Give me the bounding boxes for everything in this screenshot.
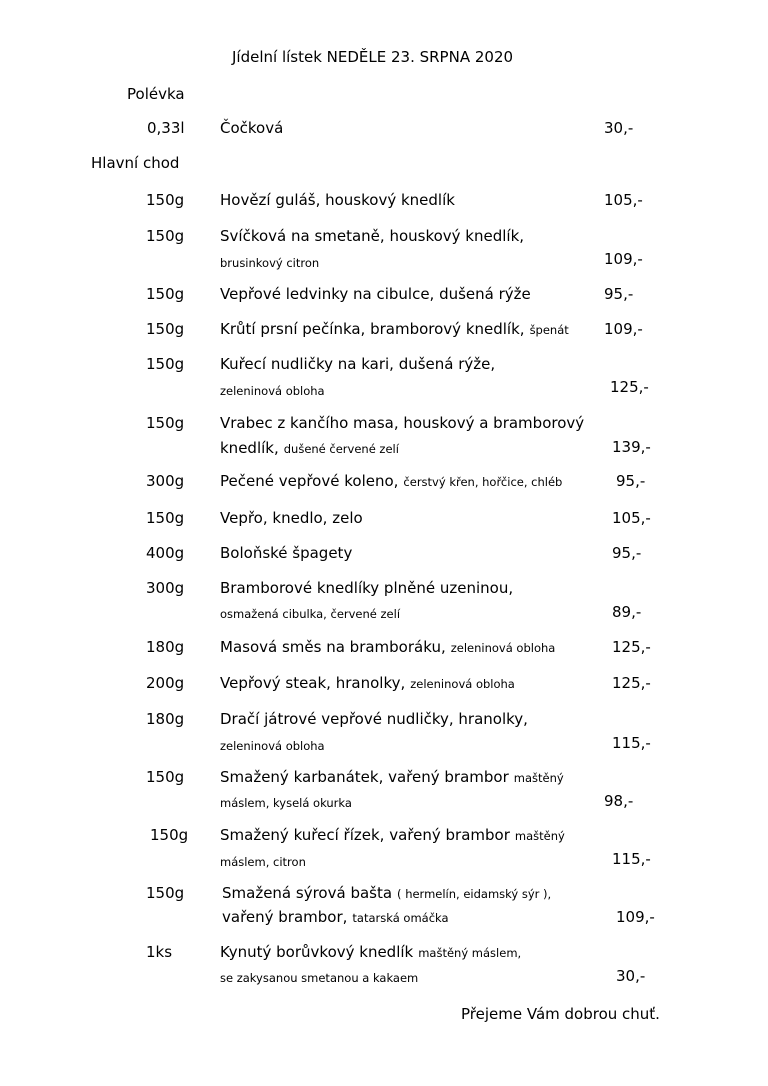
item-name: Dračí játrové vepřové nudličky, hranolky, — [220, 710, 528, 728]
item-name: Kynutý borůvkový knedlík — [220, 943, 414, 961]
page-title: Jídelní lístek NEDĚLE 23. SRPNA 2020 — [232, 48, 514, 66]
item-side-note: zeleninová obloha — [220, 384, 325, 398]
item-line2 — [220, 253, 319, 271]
item-price: 95,- — [616, 472, 646, 490]
item-line1 — [220, 472, 562, 490]
item-price: 115,- — [612, 850, 651, 868]
mains-heading: Hlavní chod — [91, 154, 180, 172]
item-side-note: zeleninová obloha — [450, 641, 556, 655]
item-side-note: maštěný — [514, 829, 565, 843]
item-name: Krůtí prsní pečínka, bramborový knedlík, — [220, 320, 525, 338]
item-qty: 150g — [146, 191, 185, 209]
item-side-note: tatarská omáčka — [352, 911, 449, 925]
item-side-note: maštěný — [513, 771, 564, 785]
item-qty: 150g — [146, 884, 185, 902]
item-side-note: osmažená cibulka, červené zelí — [220, 607, 401, 621]
item-name: Smažený kuřecí řízek, vařený brambor — [220, 826, 510, 844]
item-line1 — [220, 285, 531, 303]
item-qty: 400g — [146, 544, 185, 562]
item-side-note: zeleninová obloha — [220, 739, 325, 753]
item-qty: 150g — [146, 509, 185, 527]
item-name: Vepřo, knedlo, zelo — [220, 509, 363, 527]
item-name: Vepřový steak, hranolky, — [220, 674, 406, 692]
item-side-note: maštěný máslem, — [418, 946, 522, 960]
item-qty: 200g — [146, 674, 185, 692]
item-qty: 300g — [146, 472, 185, 490]
item-line2 — [222, 908, 449, 926]
item-price: 125,- — [612, 638, 651, 656]
item-line1 — [220, 191, 455, 209]
soup-heading: Polévka — [127, 85, 185, 103]
item-qty: 150g — [146, 320, 185, 338]
item-price: 105,- — [604, 191, 643, 209]
item-line1 — [220, 320, 569, 338]
item-side-note: brusinkový citron — [220, 256, 320, 270]
item-qty: 150g — [146, 768, 185, 786]
item-line1 — [220, 710, 528, 728]
item-line2 — [220, 852, 306, 870]
item-qty: 180g — [146, 638, 185, 656]
item-price: 109,- — [616, 908, 655, 926]
item-price: 89,- — [612, 603, 642, 621]
item-side-note: čerstvý křen, hořčice, chléb — [403, 475, 563, 489]
item-line1 — [220, 674, 515, 692]
item-price: 139,- — [612, 438, 651, 456]
item-qty: 150g — [146, 285, 185, 303]
item-line2 — [220, 381, 325, 399]
item-qty: 150g — [146, 227, 185, 245]
item-name: Vrabec z kančího masa, houskový a bramborový — [220, 414, 585, 432]
item-price: 30,- — [616, 967, 646, 985]
item-line1 — [220, 579, 513, 597]
item-line1 — [220, 414, 584, 432]
item-line1 — [220, 509, 363, 527]
item-name: Pečené vepřové koleno, — [220, 472, 399, 490]
item-side-note: zeleninová obloha — [410, 677, 515, 691]
item-price: 105,- — [612, 509, 651, 527]
item-line2 — [220, 793, 352, 811]
item-qty: 300g — [146, 579, 185, 597]
item-qty: 180g — [146, 710, 185, 728]
item-price: 125,- — [610, 378, 649, 396]
item-price: 109,- — [604, 320, 643, 338]
item-price: 109,- — [604, 250, 643, 268]
item-name-continued: knedlík, — [220, 439, 279, 457]
item-line1 — [220, 544, 352, 562]
item-name: Hovězí guláš, houskový knedlík — [220, 191, 455, 209]
item-price: 95,- — [612, 544, 642, 562]
item-line2 — [220, 604, 400, 622]
item-qty: 150g — [146, 414, 185, 432]
soup-qty: 0,33l — [147, 119, 185, 137]
item-line2 — [220, 736, 325, 754]
item-price: 95,- — [604, 285, 634, 303]
item-price: 98,- — [604, 792, 634, 810]
closing-message: Přejeme Vám dobrou chuť. — [461, 1005, 660, 1023]
item-line1 — [220, 227, 524, 245]
item-name-continued: vařený brambor, — [222, 908, 348, 926]
item-side-note: dušené červené zelí — [283, 442, 399, 456]
item-qty: 150g — [146, 355, 185, 373]
item-name: Smažený karbanátek, vařený brambor — [220, 768, 509, 786]
item-line2 — [220, 439, 399, 457]
item-name: Vepřové ledvinky na cibulce, dušená rýže — [220, 285, 531, 303]
item-price: 125,- — [612, 674, 651, 692]
item-name: Bramborové knedlíky plněné uzeninou, — [220, 579, 514, 597]
item-line1 — [220, 768, 564, 786]
item-side-note: máslem, kyselá okurka — [220, 796, 352, 810]
item-side-note: ( hermelín, eidamský sýr ), — [397, 887, 552, 901]
item-qty: 1ks — [146, 943, 173, 961]
item-line1 — [220, 638, 555, 656]
item-line1 — [220, 943, 521, 961]
item-name: Boloňské špagety — [220, 544, 353, 562]
item-name: Kuřecí nudličky na kari, dušená rýže, — [220, 355, 496, 373]
item-line1 — [220, 355, 495, 373]
item-side-note: špenát — [529, 323, 569, 337]
item-qty: 150g — [150, 826, 189, 844]
item-line1 — [222, 884, 551, 902]
soup-name: Čočková — [220, 119, 284, 137]
item-line2 — [220, 968, 418, 986]
item-name: Masová směs na bramboráku, — [220, 638, 446, 656]
item-price: 115,- — [612, 734, 651, 752]
item-line1 — [220, 826, 565, 844]
item-name: Svíčková na smetaně, houskový knedlík, — [220, 227, 525, 245]
item-name: Smažená sýrová bašta — [222, 884, 393, 902]
item-side-note: se zakysanou smetanou a kakaem — [220, 971, 419, 985]
soup-price: 30,- — [604, 119, 634, 137]
item-side-note: máslem, citron — [220, 855, 306, 869]
